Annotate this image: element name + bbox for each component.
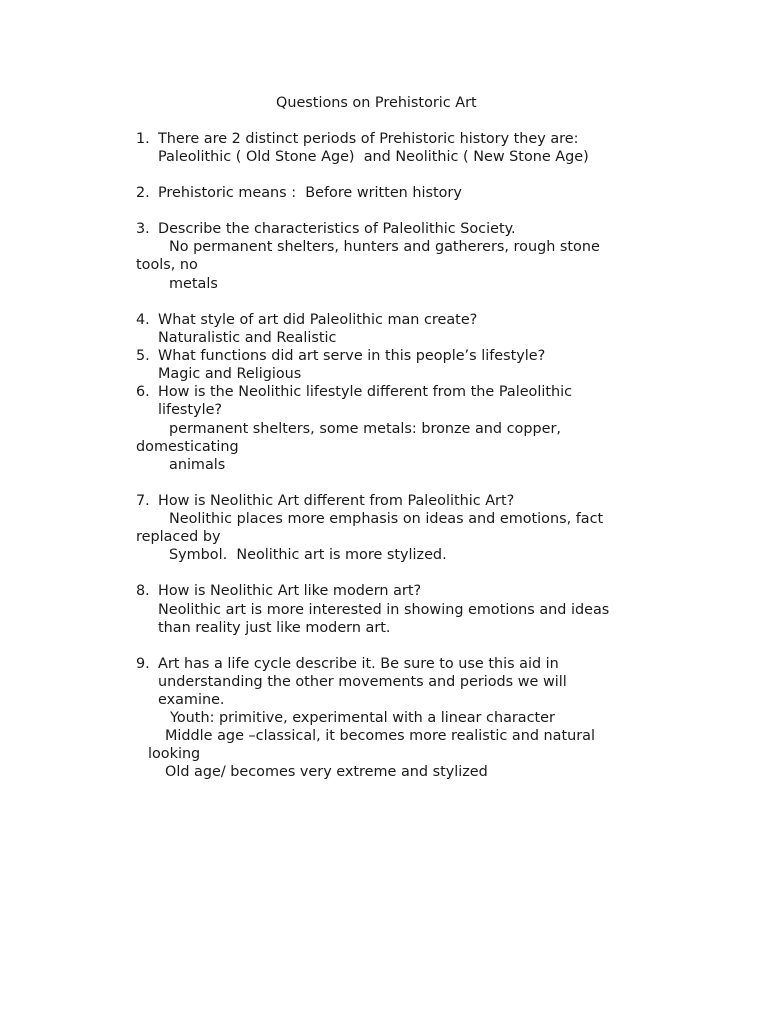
q9-old-age: Old age/ becomes very extreme and stylized (165, 764, 488, 780)
q5-answer: Magic and Religious (158, 366, 302, 382)
document-title: Questions on Prehistoric Art (276, 95, 477, 111)
q7-question: How is Neolithic Art different from Paleolithic Art? (158, 493, 515, 509)
q9-youth: Youth: primitive, experimental with a linear character (170, 710, 555, 726)
q3-answer-line-1: No permanent shelters, hunters and gatherers, rough stone (169, 239, 600, 255)
item-number-6: 6. (136, 384, 150, 400)
q1-answer: Paleolithic ( Old Stone Age) and Neolithic ( New Stone Age) (158, 149, 589, 165)
q3-answer-line-2: tools, no (136, 257, 198, 273)
q6-question-line-1: How is the Neolithic lifestyle different from the Paleolithic (158, 384, 573, 400)
q5-question: What functions did art serve in this people’s lifestyle? (158, 348, 546, 364)
q8-answer-line-1: Neolithic art is more interested in showing emotions and ideas (158, 602, 610, 618)
q6-answer-line-3: animals (169, 457, 226, 473)
q2-text: Prehistoric means : Before written history (158, 185, 462, 201)
item-number-8: 8. (136, 583, 150, 599)
q1-question: There are 2 distinct periods of Prehistoric history they are: (158, 131, 579, 147)
q7-answer-line-3: Symbol. Neolithic art is more stylized. (169, 547, 447, 563)
q9-question-line-1: Art has a life cycle describe it. Be sure to use this aid in (158, 656, 559, 672)
q3-question: Describe the characteristics of Paleolithic Society. (158, 221, 516, 237)
q8-question: How is Neolithic Art like modern art? (158, 583, 422, 599)
q9-middle-age-line-2: looking (148, 746, 201, 762)
q8-answer-line-2: than reality just like modern art. (158, 620, 391, 636)
q6-answer-line-2: domesticating (136, 439, 239, 455)
q4-question: What style of art did Paleolithic man create? (158, 312, 478, 328)
item-number-3: 3. (136, 221, 150, 237)
item-number-2: 2. (136, 185, 150, 201)
q7-answer-line-1: Neolithic places more emphasis on ideas and emotions, fact (169, 511, 604, 527)
q6-question-line-2: lifestyle? (158, 402, 223, 418)
item-number-9: 9. (136, 656, 150, 672)
q6-answer-line-1: permanent shelters, some metals: bronze and copper, (169, 421, 561, 437)
item-number-4: 4. (136, 312, 150, 328)
item-number-1: 1. (136, 131, 150, 147)
q9-question-line-2: understanding the other movements and periods we will (158, 674, 567, 690)
q4-answer: Naturalistic and Realistic (158, 330, 337, 346)
q7-answer-line-2: replaced by (136, 529, 221, 545)
item-number-7: 7. (136, 493, 150, 509)
item-number-5: 5. (136, 348, 150, 364)
q9-middle-age-line-1: Middle age –classical, it becomes more realistic and natural (165, 728, 595, 744)
q3-answer-line-3: metals (169, 276, 218, 292)
q9-question-line-3: examine. (158, 692, 225, 708)
